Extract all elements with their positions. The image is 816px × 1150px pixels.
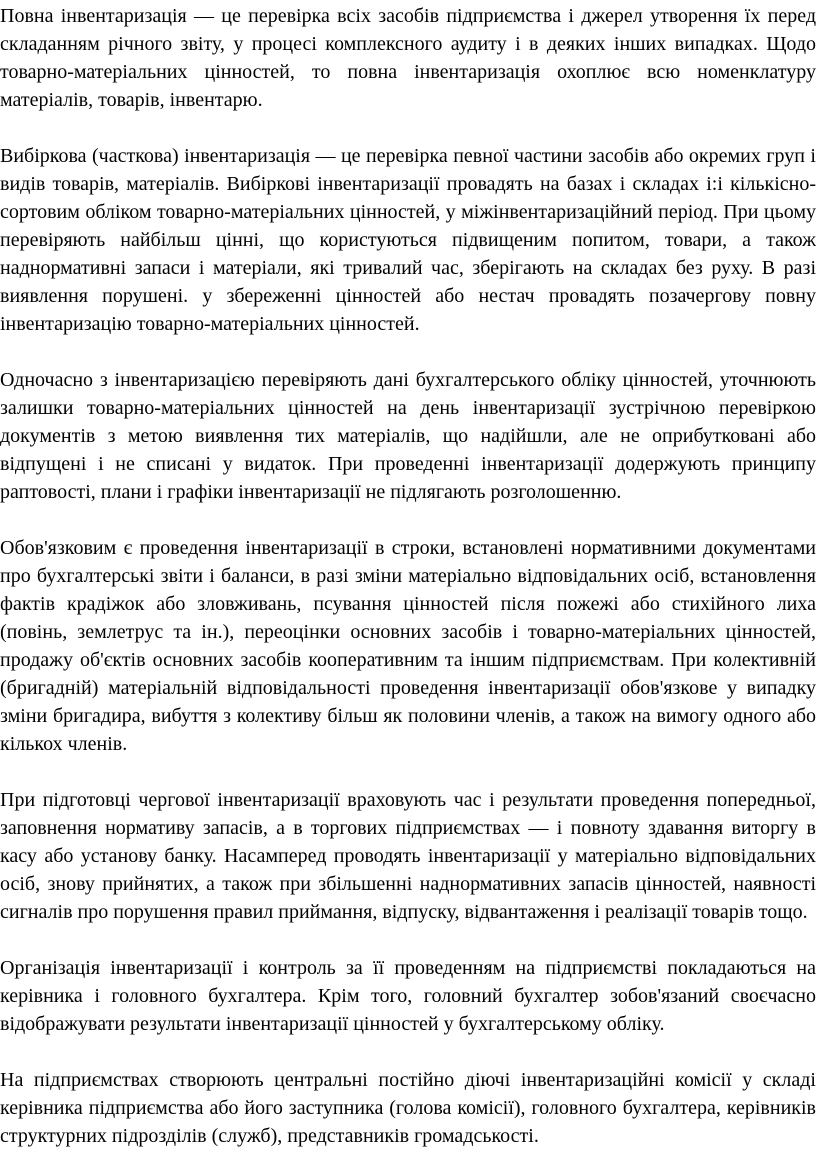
paragraph-inventory-preparation: При підготовці чергової інвентаризації враховують час і результати проведення попередньої, заповнення нормативу запасів, а в торгових підприємствах — і повноту здавання виторгу в касу або установу банку. Насамперед проводять інвентаризації у матеріально відповідальних осіб, знову прийнятих, а також при збільшенні наднормативних запасів цінностей, наявності сигналів про порушення правил приймання, відпуску, відвантаження і реалізації товарів тощо. [0,789,816,923]
paragraph-full-inventory: Повна інвентаризація — це перевірка всіх засобів підприємства і джерел утворення їх перед складанням річного звіту, у процесі комплексного аудиту і в деяких інших випадках. Щодо товарно-матеріальних цінностей, то повна інвентаризація охоплює всю номенклатуру матеріалів, товарів, інвентарю. [0,5,816,111]
paragraph-accounting-check: Одночасно з інвентаризацією перевіряють дані бухгалтерського обліку цінностей, уточнюють залишки товарно-матеріальних цінностей на день інвентаризації зустрічною перевіркою документів з метою виявлення тих матеріалів, що надійшли, але не оприбутковані або відпущені і не списані у видаток. При проведенні інвентаризації додержують принципу раптовості, плани і графіки інвентаризації не підлягають розголошенню. [0,369,816,503]
paragraph-organization-control: Організація інвентаризації і контроль за її проведенням на підприємстві покладаються на керівника і головного бухгалтера. Крім того, головний бухгалтер зобов'язаний своєчасно відображувати результати інвентаризації цінностей у бухгалтерському обліку. [0,957,816,1035]
paragraph-mandatory-inventory: Обов'язковим є проведення інвентаризації в строки, встановлені нормативними документами про бухгалтерські звіти і баланси, в разі зміни матеріально відповідальних осіб, встановлення фактів крадіжок або зловживань, псування цінностей після пожежі або стихійного лиха (повінь, землетрус та ін.), переоцінки основних засобів і товарно-матеріальних цінностей, продажу об'єктів основних засобів кооперативним та іншим підприємствам. При колективній (бригадній) матеріальній відповідальності проведення інвентаризації обов'язкове у випадку зміни бригадира, вибуття з колективу більш як половини членів, а також на вимогу одного або кількох членів. [0,537,816,755]
paragraph-selective-inventory: Вибіркова (часткова) інвентаризація — це перевірка певної частини засобів або окремих груп і видів товарів, матеріалів. Вибіркові інвентаризації провадять на базах і складах і:і кількісно-сортовим обліком товарно-матеріальних цінностей, у міжінвентаризаційний період. При цьому перевіряють найбільш цінні, що користуються підвищеним попитом, товари, а також наднормативні запаси і матеріали, які тривалий час, зберігають на складах без руху. В разі виявлення порушені. у збереженні цінностей або нестач провадять позачергову повну інвентаризацію товарно-матеріальних цінностей. [0,145,816,335]
paragraph-inventory-commissions: На підприємствах створюють центральні постійно діючі інвентаризаційні комісії у складі керівника підприємства або його заступника (голова комісії), головного бухгалтера, керівників структурних підрозділів (служб), представників громадськості. [0,1069,816,1147]
